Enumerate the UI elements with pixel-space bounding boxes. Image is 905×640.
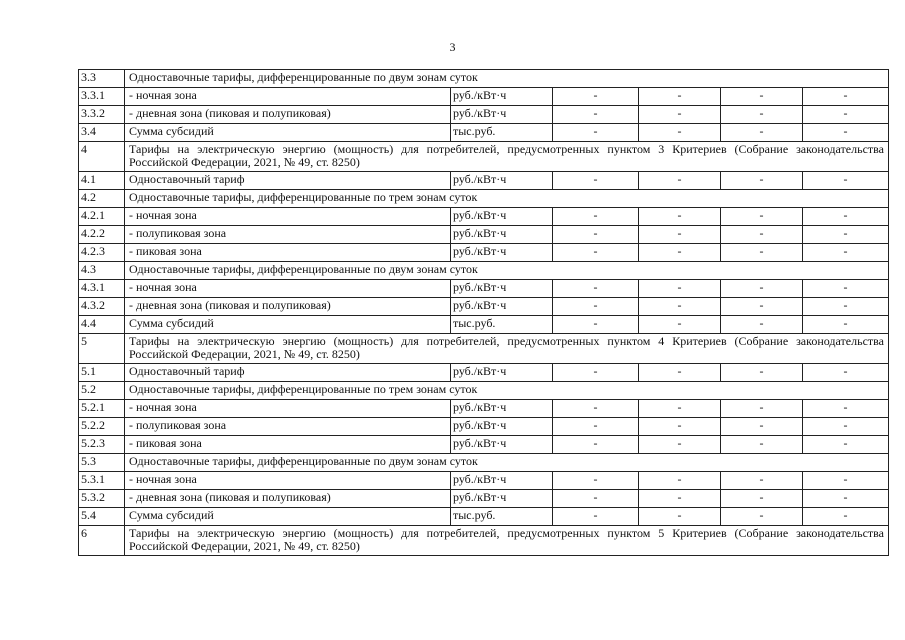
- row-label: - полупиковая зона: [125, 226, 451, 244]
- row-number: 4.1: [79, 172, 125, 190]
- value-cell: -: [639, 208, 721, 226]
- row-label: - ночная зона: [125, 472, 451, 490]
- row-label: - дневная зона (пиковая и полупиковая): [125, 106, 451, 124]
- unit-cell: руб./кВт·ч: [451, 244, 553, 262]
- heading-title: Тарифы на электрическую энергию (мощность) для потребителей, предусмотренных пунктом 3 Критериев (Собрание законодательства Российской Федерации, 2021, № 49, ст. 8250): [125, 142, 889, 172]
- value-cell: -: [721, 226, 803, 244]
- section-title: Одноставочные тарифы, дифференцированные по двум зонам суток: [125, 262, 889, 280]
- table-row: [79, 298, 889, 316]
- value-cell: -: [639, 316, 721, 334]
- value-cell: -: [721, 244, 803, 262]
- unit-cell: руб./кВт·ч: [451, 280, 553, 298]
- unit-cell: руб./кВт·ч: [451, 226, 553, 244]
- table-row: [79, 106, 889, 124]
- value-cell: -: [803, 280, 889, 298]
- row-label: - ночная зона: [125, 400, 451, 418]
- row-number: 4.2.2: [79, 226, 125, 244]
- value-cell: -: [553, 400, 639, 418]
- section-row: [79, 70, 889, 88]
- row-number: 5.1: [79, 364, 125, 382]
- section-title: Одноставочные тарифы, дифференцированные по двум зонам суток: [125, 70, 889, 88]
- value-cell: -: [639, 88, 721, 106]
- value-cell: -: [553, 364, 639, 382]
- row-number: 6: [79, 526, 125, 556]
- unit-cell: руб./кВт·ч: [451, 208, 553, 226]
- table-body: [79, 70, 889, 556]
- value-cell: -: [721, 172, 803, 190]
- heading-title: Тарифы на электрическую энергию (мощность) для потребителей, предусмотренных пунктом 5 Критериев (Собрание законодательства Российской Федерации, 2021, № 49, ст. 8250): [125, 526, 889, 556]
- section-row: [79, 190, 889, 208]
- unit-cell: тыс.руб.: [451, 124, 553, 142]
- row-number: 5.3.1: [79, 472, 125, 490]
- value-cell: -: [553, 472, 639, 490]
- value-cell: -: [721, 316, 803, 334]
- value-cell: -: [553, 436, 639, 454]
- unit-cell: руб./кВт·ч: [451, 106, 553, 124]
- row-number: 5.3: [79, 454, 125, 472]
- value-cell: -: [721, 208, 803, 226]
- row-number: 4.4: [79, 316, 125, 334]
- row-number: 3.4: [79, 124, 125, 142]
- table-row: [79, 280, 889, 298]
- value-cell: -: [721, 418, 803, 436]
- table-row: [79, 436, 889, 454]
- value-cell: -: [721, 508, 803, 526]
- value-cell: -: [803, 298, 889, 316]
- value-cell: -: [721, 124, 803, 142]
- value-cell: -: [803, 364, 889, 382]
- row-label: Одноставочный тариф: [125, 172, 451, 190]
- table-row: [79, 172, 889, 190]
- table-row: [79, 472, 889, 490]
- value-cell: -: [803, 88, 889, 106]
- value-cell: -: [803, 106, 889, 124]
- unit-cell: руб./кВт·ч: [451, 364, 553, 382]
- tariff-table: [78, 69, 889, 556]
- value-cell: -: [553, 508, 639, 526]
- value-cell: -: [721, 106, 803, 124]
- row-label: - ночная зона: [125, 88, 451, 106]
- value-cell: -: [803, 472, 889, 490]
- value-cell: -: [721, 472, 803, 490]
- value-cell: -: [803, 208, 889, 226]
- row-number: 4.2.3: [79, 244, 125, 262]
- unit-cell: руб./кВт·ч: [451, 490, 553, 508]
- row-number: 5: [79, 334, 125, 364]
- unit-cell: руб./кВт·ч: [451, 88, 553, 106]
- row-label: Сумма субсидий: [125, 316, 451, 334]
- value-cell: -: [803, 400, 889, 418]
- value-cell: -: [553, 490, 639, 508]
- row-number: 5.2.1: [79, 400, 125, 418]
- row-label: Сумма субсидий: [125, 124, 451, 142]
- heading-row: [79, 526, 889, 556]
- section-row: [79, 454, 889, 472]
- heading-title: Тарифы на электрическую энергию (мощность) для потребителей, предусмотренных пунктом 4 Критериев (Собрание законодательства Российской Федерации, 2021, № 49, ст. 8250): [125, 334, 889, 364]
- heading-row: [79, 334, 889, 364]
- value-cell: -: [803, 418, 889, 436]
- row-number: 3.3: [79, 70, 125, 88]
- row-label: - ночная зона: [125, 208, 451, 226]
- value-cell: -: [721, 298, 803, 316]
- value-cell: -: [639, 172, 721, 190]
- value-cell: -: [803, 316, 889, 334]
- row-number: 4.2: [79, 190, 125, 208]
- value-cell: -: [721, 364, 803, 382]
- value-cell: -: [639, 280, 721, 298]
- value-cell: -: [553, 280, 639, 298]
- section-row: [79, 262, 889, 280]
- value-cell: -: [721, 490, 803, 508]
- section-title: Одноставочные тарифы, дифференцированные по трем зонам суток: [125, 382, 889, 400]
- value-cell: -: [553, 226, 639, 244]
- value-cell: -: [553, 316, 639, 334]
- value-cell: -: [639, 298, 721, 316]
- page-number: 3: [449, 40, 456, 54]
- value-cell: -: [639, 490, 721, 508]
- unit-cell: руб./кВт·ч: [451, 418, 553, 436]
- heading-row: [79, 142, 889, 172]
- row-number: 3.3.2: [79, 106, 125, 124]
- value-cell: -: [803, 244, 889, 262]
- row-number: 4.3.2: [79, 298, 125, 316]
- row-label: - пиковая зона: [125, 244, 451, 262]
- row-label: Одноставочный тариф: [125, 364, 451, 382]
- row-label: - дневная зона (пиковая и полупиковая): [125, 490, 451, 508]
- unit-cell: тыс.руб.: [451, 316, 553, 334]
- table-row: [79, 418, 889, 436]
- value-cell: -: [803, 124, 889, 142]
- unit-cell: руб./кВт·ч: [451, 472, 553, 490]
- value-cell: -: [803, 508, 889, 526]
- value-cell: -: [553, 106, 639, 124]
- value-cell: -: [553, 88, 639, 106]
- table-row: [79, 244, 889, 262]
- table-row: [79, 226, 889, 244]
- table-row: [79, 88, 889, 106]
- section-title: Одноставочные тарифы, дифференцированные по двум зонам суток: [125, 454, 889, 472]
- table-row: [79, 316, 889, 334]
- value-cell: -: [803, 172, 889, 190]
- value-cell: -: [639, 124, 721, 142]
- value-cell: -: [639, 244, 721, 262]
- unit-cell: руб./кВт·ч: [451, 436, 553, 454]
- value-cell: -: [721, 88, 803, 106]
- value-cell: -: [639, 226, 721, 244]
- value-cell: -: [803, 226, 889, 244]
- table-row: [79, 400, 889, 418]
- row-number: 5.4: [79, 508, 125, 526]
- value-cell: -: [553, 172, 639, 190]
- section-title: Одноставочные тарифы, дифференцированные по трем зонам суток: [125, 190, 889, 208]
- row-number: 5.2: [79, 382, 125, 400]
- unit-cell: руб./кВт·ч: [451, 298, 553, 316]
- value-cell: -: [721, 280, 803, 298]
- row-label: Сумма субсидий: [125, 508, 451, 526]
- value-cell: -: [553, 418, 639, 436]
- row-number: 4.3.1: [79, 280, 125, 298]
- value-cell: -: [639, 364, 721, 382]
- row-number: 5.2.3: [79, 436, 125, 454]
- row-number: 5.2.2: [79, 418, 125, 436]
- row-label: - пиковая зона: [125, 436, 451, 454]
- row-number: 5.3.2: [79, 490, 125, 508]
- value-cell: -: [721, 436, 803, 454]
- value-cell: -: [803, 490, 889, 508]
- value-cell: -: [721, 400, 803, 418]
- section-row: [79, 382, 889, 400]
- value-cell: -: [553, 298, 639, 316]
- value-cell: -: [639, 436, 721, 454]
- unit-cell: руб./кВт·ч: [451, 400, 553, 418]
- unit-cell: тыс.руб.: [451, 508, 553, 526]
- value-cell: -: [553, 244, 639, 262]
- table-row: [79, 208, 889, 226]
- row-number: 4.3: [79, 262, 125, 280]
- value-cell: -: [639, 472, 721, 490]
- value-cell: -: [639, 418, 721, 436]
- row-number: 4: [79, 142, 125, 172]
- row-label: - ночная зона: [125, 280, 451, 298]
- value-cell: -: [639, 400, 721, 418]
- table-row: [79, 508, 889, 526]
- table-row: [79, 364, 889, 382]
- row-label: - полупиковая зона: [125, 418, 451, 436]
- row-number: 3.3.1: [79, 88, 125, 106]
- row-number: 4.2.1: [79, 208, 125, 226]
- value-cell: -: [553, 208, 639, 226]
- value-cell: -: [639, 508, 721, 526]
- table-row: [79, 490, 889, 508]
- row-label: - дневная зона (пиковая и полупиковая): [125, 298, 451, 316]
- value-cell: -: [639, 106, 721, 124]
- table-row: [79, 124, 889, 142]
- value-cell: -: [553, 124, 639, 142]
- unit-cell: руб./кВт·ч: [451, 172, 553, 190]
- value-cell: -: [803, 436, 889, 454]
